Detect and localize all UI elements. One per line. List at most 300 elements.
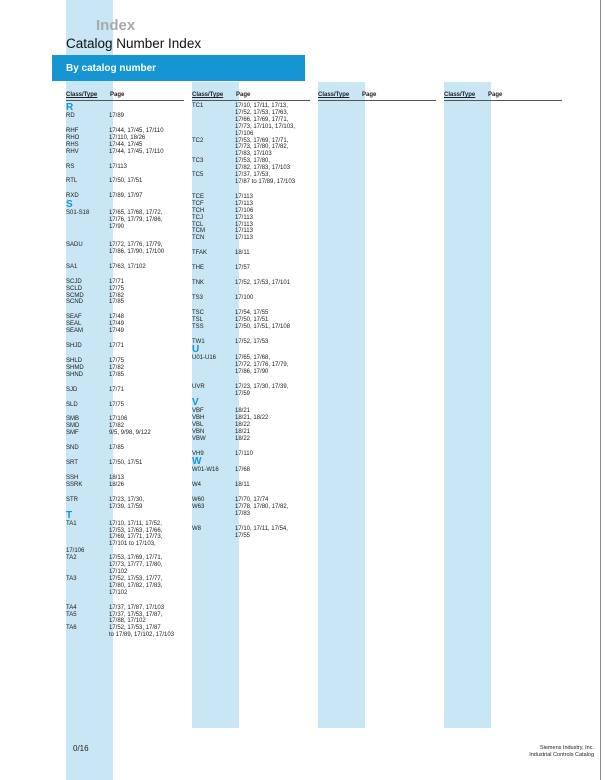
class-type-cell	[66, 528, 109, 535]
class-type-cell: VBF	[192, 408, 204, 414]
class-type-cell: SMF	[66, 430, 79, 437]
page-cell: 17/10, 17/11, 17/13,	[235, 103, 288, 109]
index-row	[192, 504, 310, 511]
index-row	[66, 445, 184, 452]
class-type-cell	[66, 249, 109, 256]
class-type-cell: UVR	[192, 384, 205, 391]
column-header-page: Page	[488, 92, 503, 98]
index-row	[66, 460, 184, 467]
page-cell: 17/82, 17/83, 17/103	[235, 165, 291, 172]
class-type-cell: TS3	[192, 294, 204, 301]
page-cell: to 17/89, 17/102, 17/103	[109, 632, 175, 639]
row-spacer	[192, 518, 310, 526]
page-cell: 17/50, 17/51, 17/108	[235, 323, 291, 330]
index-row	[192, 117, 310, 124]
index-row	[66, 113, 184, 120]
class-type-cell: TCL	[192, 221, 204, 228]
class-type-cell	[192, 151, 235, 158]
page-cell: 17/75	[109, 357, 125, 364]
row-spacer	[192, 331, 310, 339]
page-cell: 17/52, 17/53	[235, 338, 269, 345]
class-type-cell: SRT	[66, 460, 78, 467]
index-row	[66, 583, 184, 590]
footer-imprint	[529, 745, 594, 759]
class-type-cell: SHMD	[66, 364, 84, 371]
class-type-cell: SHND	[66, 371, 84, 378]
page-cell: 17/89	[109, 113, 125, 119]
index-row	[66, 504, 184, 511]
index-row	[66, 135, 184, 142]
page-cell: 17/50, 17/51	[109, 178, 143, 185]
row-spacer	[192, 186, 310, 194]
class-type-cell	[66, 504, 109, 511]
index-row	[192, 511, 310, 518]
column-header-class-type: Class/Type	[66, 92, 98, 98]
letter-heading: V	[192, 397, 199, 408]
class-type-cell: TW1	[192, 338, 205, 345]
row-spacer	[192, 376, 310, 384]
index-row	[192, 422, 310, 429]
index-row	[192, 228, 310, 235]
class-type-cell: W8	[192, 525, 201, 532]
page-cell: 17/52, 17/53, 17/63,	[235, 109, 289, 116]
page-cell: 17/75	[109, 401, 125, 408]
row-spacer	[66, 452, 184, 460]
class-type-cell	[66, 569, 109, 576]
index-row	[192, 355, 310, 362]
index-row	[192, 179, 310, 186]
class-type-cell: RTL	[66, 178, 78, 185]
class-type-cell: VBL	[192, 421, 204, 428]
row-spacer	[192, 302, 310, 310]
page-cell: 17/76, 17/79, 17/86,	[109, 217, 163, 224]
page-cell: 17/65, 17/68,	[235, 355, 271, 362]
index-row	[66, 365, 184, 372]
index-row	[66, 562, 184, 569]
index-row	[192, 131, 310, 138]
page-cell: 17/52, 17/53, 17/77,	[109, 575, 163, 582]
index-row	[66, 224, 184, 231]
class-type-cell	[66, 217, 109, 224]
column-shade-3	[318, 82, 365, 728]
index-row	[192, 310, 310, 317]
class-type-cell: TA3	[66, 575, 77, 582]
page-cell: 17/113	[109, 163, 127, 170]
page-cell: 17/113	[235, 235, 253, 242]
letter-heading: T	[66, 509, 73, 521]
page-cell: 17/70, 17/74	[235, 497, 269, 504]
class-type-cell: TA2	[66, 555, 77, 562]
index-row	[192, 362, 310, 369]
index-row	[192, 339, 310, 346]
class-type-cell: STR	[66, 496, 78, 503]
class-type-cell: SMB	[66, 416, 80, 423]
index-row	[192, 391, 310, 398]
class-type-cell: VBN	[192, 428, 205, 435]
page-cell: 17/113	[235, 221, 253, 228]
page-border	[600, 0, 601, 780]
class-type-cell	[66, 534, 109, 541]
page-cell: 17/110, 18/26	[109, 134, 146, 141]
index-row	[66, 402, 184, 409]
class-type-cell: SJD	[66, 386, 78, 393]
row-spacer	[66, 306, 184, 314]
page-cell: 17/90	[109, 224, 125, 231]
index-row	[192, 222, 310, 229]
class-type-cell: RD	[66, 113, 75, 119]
index-row	[66, 475, 184, 482]
page-cell: 17/82	[109, 292, 125, 299]
class-type-cell: TCJ	[192, 214, 203, 221]
class-type-cell: SCJD	[66, 278, 82, 285]
class-type-cell	[66, 632, 109, 639]
index-row	[192, 194, 310, 201]
class-type-cell	[66, 224, 109, 231]
class-type-cell	[66, 583, 109, 590]
page-cell: 18/26	[109, 481, 125, 488]
page-cell: 17/59	[235, 391, 251, 398]
page-cell: 17/113	[235, 228, 253, 235]
column-shade-4	[444, 82, 491, 728]
class-type-cell: SA1	[66, 263, 78, 270]
page-cell: 17/23, 17/30, 17/39,	[235, 384, 289, 391]
page-cell: 17/53, 17/69, 17/71,	[235, 137, 289, 144]
row-spacer	[192, 242, 310, 250]
index-row	[66, 632, 184, 639]
column-header-class-type: Class/Type	[192, 92, 224, 98]
page-cell: 18/22	[235, 421, 251, 428]
page-cell: 17/57	[235, 265, 251, 272]
class-type-cell: SCLD	[66, 285, 83, 292]
row-spacer	[192, 287, 310, 295]
class-type-cell: TA6	[66, 625, 77, 632]
index-column-2	[192, 103, 310, 540]
page-cell: 18/11	[235, 482, 250, 489]
page-cell: 17/71	[109, 343, 125, 350]
page-cell: 17/72, 17/76, 17/79,	[235, 362, 289, 369]
header-rule	[444, 100, 562, 101]
letter-heading: W	[192, 456, 202, 468]
page-cell: 17/53, 17/63, 17/66,	[109, 527, 163, 534]
class-type-cell: TCN	[192, 235, 205, 242]
row-spacer	[66, 408, 184, 416]
index-row	[192, 151, 310, 158]
page-cell: 17/69, 17/71, 17/73,	[109, 534, 163, 541]
class-type-cell: VH9	[192, 450, 204, 457]
page-cell: 17/73, 17/80, 17/82,	[235, 144, 289, 151]
row-spacer	[66, 467, 184, 475]
page-cell: 18/13	[109, 475, 125, 481]
row-spacer	[66, 437, 184, 445]
page-cell: 17/49	[109, 328, 125, 335]
class-type-cell: THE	[192, 265, 204, 272]
class-type-cell	[192, 165, 235, 172]
class-type-cell: W60	[192, 497, 205, 504]
page-cell: 17/89, 17/97	[109, 193, 143, 200]
row-spacer	[66, 379, 184, 387]
index-row	[192, 138, 310, 145]
page-cell: 17/106	[235, 130, 254, 137]
page-cell: 17/113	[235, 214, 253, 221]
row-spacer	[66, 597, 184, 605]
page-cell: 17/86, 17/90, 17/100	[109, 248, 165, 255]
index-row	[66, 548, 184, 555]
index-row	[66, 142, 184, 149]
class-type-cell: TSS	[192, 323, 204, 330]
row-spacer	[192, 474, 310, 482]
row-spacer	[192, 443, 310, 451]
class-type-cell: W01-W16	[192, 467, 219, 474]
page-cell: 17/53, 17/69, 17/71,	[109, 555, 163, 562]
page-number: 0/16	[73, 744, 89, 753]
index-row	[192, 533, 310, 540]
page-cell: 17/106	[109, 416, 128, 423]
class-type-cell: TCE	[192, 193, 204, 200]
class-type-cell	[66, 618, 109, 625]
class-type-cell	[192, 117, 235, 124]
index-row	[192, 235, 310, 242]
page-cell: 17/48	[109, 314, 125, 321]
page-cell: 17/39, 17/59	[109, 503, 143, 510]
class-type-cell: TC2	[192, 137, 204, 144]
class-type-cell: RHS	[66, 141, 79, 148]
class-type-cell: SHLD	[66, 357, 83, 364]
row-spacer	[66, 156, 184, 164]
index-row	[66, 497, 184, 504]
index-row	[66, 299, 184, 306]
index-row	[192, 295, 310, 302]
page-cell: 17/44, 17/45, 17/110	[109, 127, 164, 134]
index-row	[192, 451, 310, 458]
page-cell: 17/10, 17/11, 17/52,	[109, 520, 162, 527]
class-type-cell: SADU	[66, 241, 83, 248]
class-type-cell: RHO	[66, 134, 80, 141]
row-spacer	[66, 170, 184, 178]
page-cell: 17/82	[109, 364, 125, 371]
class-type-cell: TA4	[66, 604, 77, 611]
row-spacer	[66, 231, 184, 242]
index-row	[66, 605, 184, 612]
class-type-cell: TFAK	[192, 250, 208, 257]
index-row	[66, 293, 184, 300]
index-row	[192, 250, 310, 257]
page-cell: 9/5, 9/98, 9/122	[109, 430, 151, 437]
row-spacer	[66, 271, 184, 279]
class-type-cell: TSC	[192, 309, 204, 316]
column-header-class-type: Class/Type	[444, 92, 476, 98]
index-row	[66, 193, 184, 200]
index-row	[66, 128, 184, 135]
class-type-cell: RHV	[66, 148, 79, 155]
index-row	[192, 324, 310, 331]
page-cell: 17/83, 17/103	[235, 151, 272, 158]
index-row	[192, 165, 310, 172]
class-type-cell: SLD	[66, 401, 78, 408]
index-row	[66, 423, 184, 430]
section-bar	[52, 55, 305, 81]
class-type-cell: RS	[66, 163, 75, 170]
index-row	[192, 215, 310, 222]
class-type-cell: TCF	[192, 200, 204, 207]
class-type-cell: SEAF	[66, 314, 82, 321]
page-cell: 17/87 to 17/89, 17/103	[235, 178, 296, 185]
section-bar-label: By catalog number	[66, 63, 157, 74]
page-cell: 17/53, 17/80,	[235, 158, 271, 165]
row-spacer	[66, 120, 184, 128]
column-header-class-type: Class/Type	[318, 92, 350, 98]
page-cell: 17/88, 17/102	[109, 618, 146, 625]
index-row	[192, 103, 310, 110]
row-spacer	[66, 394, 184, 402]
page-cell: 17/75	[109, 285, 125, 292]
index-row	[66, 328, 184, 335]
index-row	[66, 534, 184, 541]
index-row	[66, 178, 184, 185]
index-row	[192, 208, 310, 215]
page-cell: 17/102	[109, 568, 128, 575]
index-row	[66, 242, 184, 249]
index-row	[192, 158, 310, 165]
class-type-cell: S01-S18	[66, 210, 90, 217]
index-row	[192, 144, 310, 151]
class-type-cell	[192, 533, 235, 540]
index-row	[66, 321, 184, 328]
page-cell: 17/37, 17/87, 17/103	[109, 604, 165, 611]
page-cell: 17/37, 17/53,	[235, 172, 271, 179]
page-cell: 18/21, 18/22	[235, 414, 269, 421]
page-cell: 17/78, 17/80, 17/82,	[235, 504, 289, 511]
index-row	[192, 384, 310, 391]
index-row	[66, 541, 184, 548]
index-row	[66, 279, 184, 286]
footer-catalog: Industrial Controls Catalog	[529, 752, 594, 758]
row-spacer	[66, 335, 184, 343]
index-row	[192, 124, 310, 131]
row-spacer	[192, 489, 310, 497]
page-cell: 18/21	[235, 408, 251, 414]
index-row	[192, 172, 310, 179]
class-type-cell	[66, 562, 109, 569]
class-type-cell	[66, 541, 109, 548]
index-row	[66, 286, 184, 293]
page-cell: 18/21	[235, 428, 251, 435]
class-type-cell: W63	[192, 504, 205, 511]
index-row	[66, 618, 184, 625]
index-row	[66, 555, 184, 562]
index-row	[192, 110, 310, 117]
index-row	[66, 164, 184, 171]
class-type-cell: SMD	[66, 423, 80, 430]
index-row	[66, 569, 184, 576]
class-type-cell: TCM	[192, 228, 205, 235]
index-row	[66, 210, 184, 217]
page-cell: 17/73, 17/77, 17/80,	[109, 562, 163, 569]
row-spacer	[66, 489, 184, 497]
index-column-1	[66, 103, 184, 639]
class-type-cell: TA5	[66, 611, 77, 618]
index-row	[66, 430, 184, 437]
page-cell: 17/82	[109, 423, 125, 430]
page-cell: 17/72, 17/76, 17/79,	[109, 241, 163, 248]
page-cell	[109, 548, 184, 555]
page-cell: 17/63, 17/102	[109, 263, 146, 270]
class-type-cell: SSH	[66, 475, 79, 481]
index-row	[66, 372, 184, 379]
page-cell: 17/23, 17/30,	[109, 496, 145, 503]
class-type-cell	[192, 369, 235, 376]
class-type-cell	[192, 131, 235, 138]
section-title: Index	[96, 17, 136, 34]
page-cell: 17/102	[109, 589, 128, 596]
page-cell: 17/80, 17/82, 17/83,	[109, 582, 163, 589]
page-cell: 17/101 to 17/103,	[109, 541, 156, 548]
page-cell: 17/100	[235, 294, 254, 301]
class-type-cell: RHF	[66, 127, 79, 134]
index-row	[66, 358, 184, 365]
class-type-cell	[192, 511, 235, 518]
row-spacer	[192, 272, 310, 280]
class-type-cell: TSL	[192, 316, 204, 323]
page-cell: 17/50, 17/51	[109, 460, 143, 467]
class-type-cell: VBH	[192, 414, 205, 421]
index-row	[192, 436, 310, 443]
page-cell: 18/22	[235, 435, 251, 442]
index-row	[66, 528, 184, 535]
class-type-cell: SSRK	[66, 481, 83, 488]
page-cell: 17/71	[109, 386, 125, 393]
index-row	[192, 201, 310, 208]
page-cell: 17/55	[235, 532, 251, 539]
class-type-cell: 17/106	[66, 548, 85, 555]
page-cell: 17/44, 17/45	[109, 141, 143, 148]
index-row	[192, 429, 310, 436]
page-cell: 17/52, 17/53, 17/87	[109, 625, 161, 632]
page-cell: 17/50, 17/51	[235, 316, 269, 323]
index-row	[66, 416, 184, 423]
class-type-cell: TA1	[66, 520, 77, 527]
class-type-cell: TC3	[192, 158, 204, 165]
index-row	[66, 217, 184, 224]
letter-heading: R	[66, 102, 74, 113]
page-cell: 18/11	[235, 250, 250, 257]
page-cell: 17/65, 17/68, 17/72,	[109, 210, 163, 217]
index-row	[66, 576, 184, 583]
page-cell: 17/85	[109, 445, 125, 452]
page-cell: 17/83	[235, 511, 251, 518]
letter-heading: U	[192, 344, 200, 356]
index-row	[66, 590, 184, 597]
class-type-cell	[66, 590, 109, 597]
header-rule	[66, 100, 184, 101]
index-row	[192, 317, 310, 324]
index-row	[192, 408, 310, 415]
row-spacer	[192, 257, 310, 265]
class-type-cell: SEAM	[66, 328, 84, 335]
page-cell: 17/68	[235, 467, 251, 474]
index-row	[66, 625, 184, 632]
class-type-cell	[192, 362, 235, 369]
index-row	[192, 467, 310, 474]
index-row	[66, 612, 184, 619]
class-type-cell	[192, 179, 235, 186]
header-rule	[318, 100, 436, 101]
class-type-cell: TC1	[192, 103, 204, 109]
class-type-cell: SHJD	[66, 343, 82, 350]
class-type-cell: SCMD	[66, 292, 84, 299]
row-spacer	[66, 350, 184, 358]
class-type-cell: RXD	[66, 193, 79, 200]
column-header-page: Page	[362, 92, 377, 98]
